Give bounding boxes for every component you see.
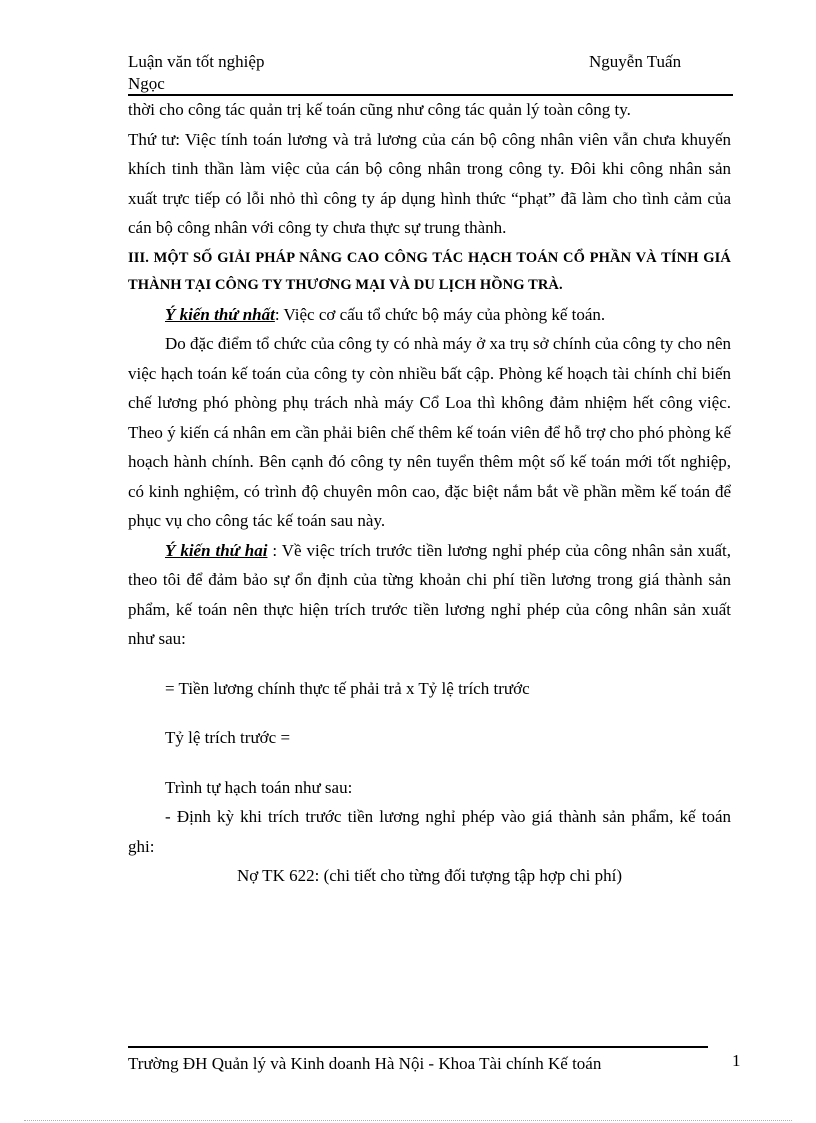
opinion-2-text: : Về việc trích trước tiền lương nghỉ phép của công nhân sản xuất, theo tôi để đảm bảo sự ổn định của từng khoản chi phí tiền lương trong giá thành sản phẩm, kế toán nên thực hiện trích trước tiền lương nghỉ phép của công nhân sản xuất như sau:	[128, 540, 731, 648]
header-thesis-title: Luận văn tốt nghiệp	[128, 52, 265, 71]
paragraph-2: Thứ tư: Việc tính toán lương và trả lương của cán bộ công nhân viên vẫn chưa khuyến khích tinh thần làm việc của cán bộ công nhân trong công ty. Đôi khi công nhân sản xuất trực tiếp có lỗi nhỏ thì công ty áp dụng hình thức “phạt” đã làm cho tình cảm của cán bộ công nhân với công ty chưa thực sự trung thành.	[128, 129, 731, 237]
header-author-name: Nguyễn Tuấn	[589, 52, 682, 71]
page-number: 1	[732, 1051, 741, 1070]
header-left	[128, 51, 264, 95]
paragraph-1: thời cho công tác quản trị kế toán cũng như công tác quản lý toàn công ty.	[128, 100, 631, 119]
paragraph-5: - Định kỳ khi trích trước tiền lương nghỉ phép vào giá thành sản phẩm, kế toán ghi:	[128, 807, 731, 856]
opinion-1-text: : Việc cơ cấu tổ chức bộ máy của phòng kế toán.	[274, 304, 606, 324]
document-body	[128, 95, 731, 891]
opinion-1-label: Ý kiến thứ nhất	[165, 304, 275, 324]
section-heading: III. MỘT SỐ GIẢI PHÁP NÂNG CAO CÔNG TÁC HẠCH TOÁN CỔ PHẦN VÀ TÍNH GIÁ THÀNH TẠI CÔNG TY THƯƠNG MẠI VÀ DU LỊCH HỒNG TRÀ.	[128, 249, 731, 293]
paragraph-4: Trình tự hạch toán như sau:	[165, 777, 353, 797]
header-author-given-name: Ngọc	[128, 74, 165, 93]
opinion-1	[128, 300, 731, 330]
opinion-2	[128, 536, 731, 654]
spacer	[128, 654, 731, 674]
spacer	[128, 753, 731, 773]
page-bottom-border	[24, 1120, 792, 1121]
formula-line-2: Tỷ lệ trích trước =	[165, 728, 291, 747]
paragraph-3: Do đặc điểm tổ chức của công ty có nhà máy ở xa trụ sở chính của công ty cho nên việc hạch toán kế toán của công ty còn nhiều bất cập. Phòng kế hoạch tài chính chỉ biến chế lương phó phòng phụ trách nhà máy Cổ Loa thì không đảm nhiệm hết công việc. Theo ý kiến cá nhân em cần phải biên chế thêm kế toán viên để hỗ trợ cho phó phòng kế hoạch hành chính. Bên cạnh đó công ty nên tuyển thêm một số kế toán mới tốt nghiệp, có kinh nghiệm, có trình độ chuyên môn cao, đặc biệt nắm bắt về phần mềm kế toán để phục vụ cho công tác kế toán sau này.	[128, 334, 731, 530]
formula-line-1: = Tiền lương chính thực tế phải trả x Tỷ lệ trích trước	[165, 678, 530, 698]
footer-school: Trường ĐH Quản lý và Kinh doanh Hà Nội - Khoa Tài chính Kế toán	[128, 1054, 602, 1073]
footer-rule	[128, 1046, 708, 1048]
opinion-2-label: Ý kiến thứ hai	[165, 540, 268, 560]
spacer	[128, 703, 731, 723]
paragraph-6: Nợ TK 622: (chi tiết cho từng đối tượng tập hợp chi phí)	[236, 866, 623, 885]
